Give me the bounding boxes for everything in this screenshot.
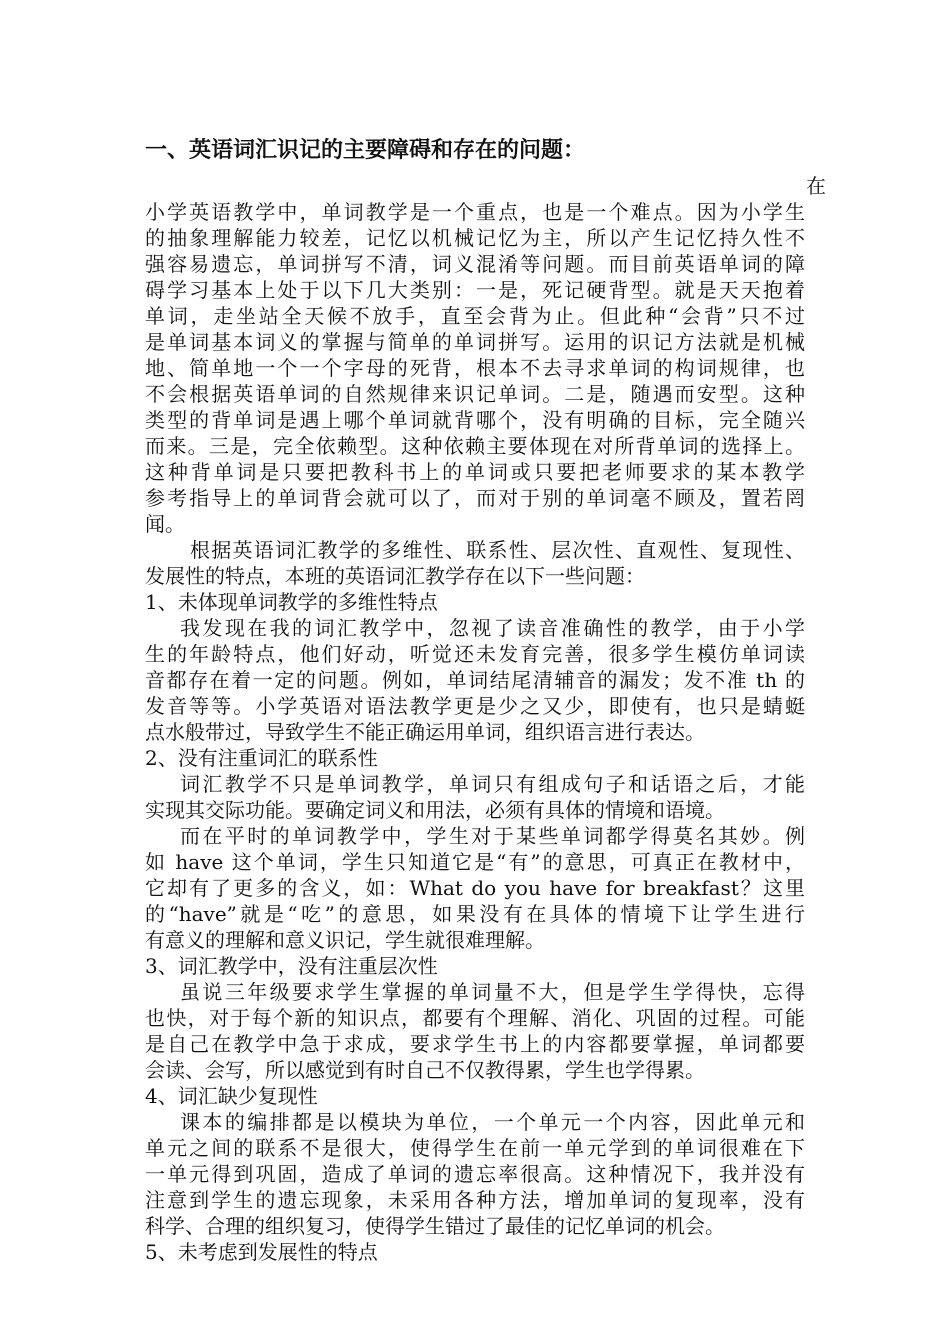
body-line: 的“have”就是“吃”的意思，如果没有在具体的情境下让学生进行 <box>145 902 805 926</box>
body-line: 课本的编排都是以模块为单位，一个单元一个内容，因此单元和 <box>180 1110 805 1134</box>
body-line: 是单词基本词义的掌握与简单的单词拼写。运用的识记方法就是机械 <box>145 330 805 354</box>
body-line: 也快，对于每个新的知识点，都要有个理解、消化、巩固的过程。可能 <box>145 1006 805 1030</box>
body-line: 虽说三年级要求学生掌握的单词量不大，但是学生学得快，忘得 <box>180 980 805 1004</box>
problem-4 <box>145 1083 805 1239</box>
problem-title: 3、词汇教学中，没有注重层次性 <box>145 954 438 978</box>
problem-5 <box>145 1239 805 1265</box>
problem-3 <box>145 953 805 1083</box>
body-line: 而来。三是，完全依赖型。这种依赖主要体现在对所背单词的选择上。 <box>145 434 805 458</box>
problem-2 <box>145 745 805 953</box>
body-line: 根据英语词汇教学的多维性、联系性、层次性、直观性、复现性、 <box>190 538 805 562</box>
body-line: 它却有了更多的含义，如：What do you have for breakfast？这里 <box>145 876 805 900</box>
problem-title: 5、未考虑到发展性的特点 <box>145 1240 378 1264</box>
body-line: 是自己在教学中急于求成，要求学生书上的内容都要掌握，单词都要 <box>145 1032 805 1056</box>
body-line: 这种背单词是只要把教科书上的单词或只要把老师要求的某本教学 <box>145 460 805 484</box>
body-line: 小学英语教学中，单词教学是一个重点，也是一个难点。因为小学生 <box>145 200 805 224</box>
problem-title: 1、未体现单词教学的多维性特点 <box>145 590 438 614</box>
body-line: 词汇教学不只是单词教学，单词只有组成句子和话语之后，才能 <box>180 772 805 796</box>
problem-title: 4、词汇缺少复现性 <box>145 1084 318 1108</box>
body-line: 闻。 <box>145 512 185 536</box>
body-line: 参考指导上的单词背会就可以了，而对于别的单词毫不顾及，置若罔 <box>145 486 805 510</box>
body-line: 注意到学生的遗忘现象，未采用各种方法，增加单词的复现率，没有 <box>145 1188 805 1212</box>
body-line: 科学、合理的组织复习，使得学生错过了最佳的记忆单词的机会。 <box>145 1214 725 1238</box>
section-heading: 一、英语词汇识记的主要障碍和存在的问题： <box>145 137 586 163</box>
body-line: 地、简单地一个一个字母的死背，根本不去寻求单词的构词规律，也 <box>145 356 805 380</box>
body-line: 不会根据英语单词的自然规律来识记单词。二是，随遇而安型。这种 <box>145 382 805 406</box>
body-line: 我发现在我的词汇教学中，忽视了读音准确性的教学，由于小学 <box>180 616 805 640</box>
body-line: 发音等等。小学英语对语法教学更是少之又少，即使有，也只是蜻蜓 <box>145 694 805 718</box>
body-line: 单元之间的联系不是很大，使得学生在前一单元学到的单词很难在下 <box>145 1136 805 1160</box>
problem-1 <box>145 589 805 745</box>
body-line: 的抽象理解能力较差，记忆以机械记忆为主，所以产生记忆持久性不 <box>145 226 805 250</box>
body-line: 单词，走坐站全天候不放手，直至会背为止。但此种“会背”只不过 <box>145 304 805 328</box>
paragraph-lead-char: 在 <box>806 174 826 198</box>
paragraph-problems-intro <box>145 537 805 589</box>
body-line: 而在平时的单词教学中，学生对于某些单词都学得莫名其妙。例 <box>180 824 805 848</box>
body-line: 碍学习基本上处于以下几大类别：一是，死记硬背型。就是天天抱着 <box>145 278 805 302</box>
body-line: 会读、会写，所以感觉到有时自己不仅教得累，学生也学得累。 <box>145 1058 705 1082</box>
problem-title: 2、没有注重词汇的联系性 <box>145 746 378 770</box>
body-line: 音都存在着一定的问题。例如，单词结尾清辅音的漏发；发不准 th 的 <box>145 668 805 692</box>
body-line: 点水般带过，导致学生不能正确运用单词，组织语言进行表达。 <box>145 720 705 744</box>
paragraph-obstacles <box>145 199 805 537</box>
body-text <box>145 199 805 1265</box>
body-line: 强容易遗忘，单词拼写不清，词义混淆等问题。而目前英语单词的障 <box>145 252 805 276</box>
body-line: 生的年龄特点，他们好动，听觉还未发育完善，很多学生模仿单词读 <box>145 642 805 666</box>
body-line: 类型的背单词是遇上哪个单词就背哪个，没有明确的目标，完全随兴 <box>145 408 805 432</box>
body-line: 如 have 这个单词，学生只知道它是“有”的意思，可真正在教材中， <box>145 850 805 874</box>
body-line: 发展性的特点，本班的英语词汇教学存在以下一些问题： <box>145 564 645 588</box>
body-line: 实现其交际功能。要确定词义和用法，必须有具体的情境和语境。 <box>145 798 725 822</box>
body-line: 有意义的理解和意义识记，学生就很难理解。 <box>145 928 545 952</box>
body-line: 一单元得到巩固，造成了单词的遗忘率很高。这种情况下，我并没有 <box>145 1162 805 1186</box>
